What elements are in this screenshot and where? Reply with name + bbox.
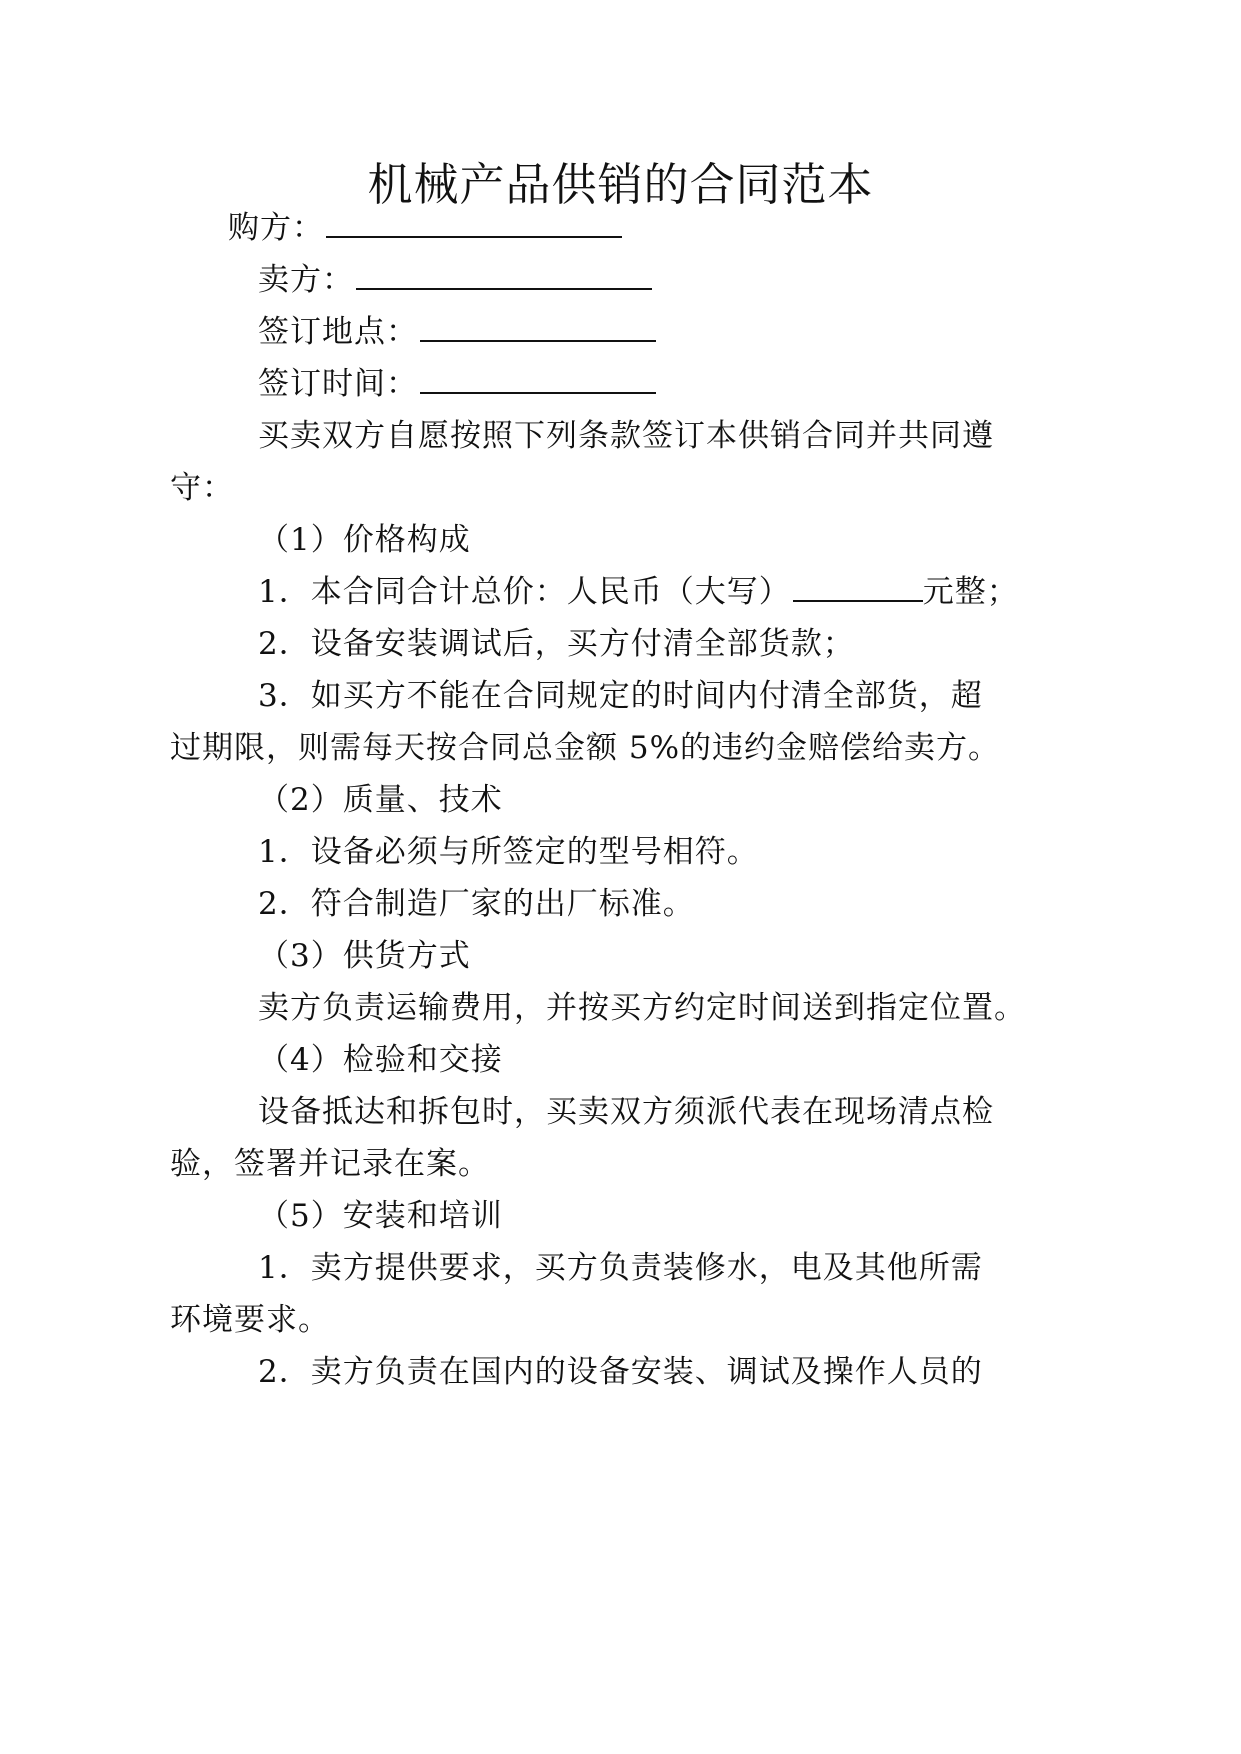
- section-5-heading: （5）安装和培训: [258, 1198, 503, 1234]
- section-1-item-3-line-2: 过期限，则需每天按合同总金额 5%的违约金赔偿给卖方。: [170, 730, 1001, 766]
- section-1-item-2: 2．设备安装调试后，买方付清全部货款；: [258, 626, 855, 662]
- signing-place-field: [258, 312, 656, 352]
- signing-time-blank-line: [420, 364, 656, 394]
- seller-field: [258, 260, 652, 300]
- section-5-item-1-line-2: 环境要求。: [170, 1302, 330, 1338]
- intro-line-2: 守：: [170, 470, 234, 506]
- seller-label: 卖方：: [258, 262, 354, 298]
- section-4-text-line-1: 设备抵达和拆包时，买卖双方须派代表在现场清点检: [258, 1094, 994, 1130]
- section-5-item-1-line-1: 1．卖方提供要求，买方负责装修水，电及其他所需: [258, 1250, 983, 1286]
- signing-time-label: 签订时间：: [258, 366, 418, 402]
- signing-time-field: [258, 364, 656, 404]
- section-4-text-line-2: 验，签署并记录在案。: [170, 1146, 490, 1182]
- document-title: 机械产品供销的合同范本: [367, 158, 874, 211]
- section-5-item-2-line-1: 2．卖方负责在国内的设备安装、调试及操作人员的: [258, 1354, 983, 1390]
- section-1-item-3-line-1: 3．如买方不能在合同规定的时间内付清全部货，超: [258, 678, 983, 714]
- section-2-heading: （2）质量、技术: [258, 782, 503, 818]
- total-price-label: 1．本合同合计总价：人民币（大写）: [258, 574, 791, 610]
- section-4-heading: （4）检验和交接: [258, 1042, 503, 1078]
- section-3-text: 卖方负责运输费用，并按买方约定时间送到指定位置。: [258, 990, 1026, 1026]
- signing-place-blank-line: [420, 312, 656, 342]
- seller-blank-line: [356, 260, 652, 290]
- section-2-item-2: 2．符合制造厂家的出厂标准。: [258, 886, 695, 922]
- buyer-field: [228, 208, 622, 248]
- section-1-heading: （1）价格构成: [258, 522, 471, 558]
- buyer-blank-line: [326, 208, 622, 238]
- section-1-item-1: [258, 572, 1019, 612]
- total-price-suffix: 元整；: [922, 574, 1019, 610]
- signing-place-label: 签订地点：: [258, 314, 418, 350]
- section-3-heading: （3）供货方式: [258, 938, 471, 974]
- intro-line-1: 买卖双方自愿按照下列条款签订本供销合同并共同遵: [258, 418, 994, 454]
- buyer-label: 购方：: [228, 210, 324, 246]
- section-2-item-1: 1．设备必须与所签定的型号相符。: [258, 834, 759, 870]
- total-price-blank-line: [793, 572, 923, 602]
